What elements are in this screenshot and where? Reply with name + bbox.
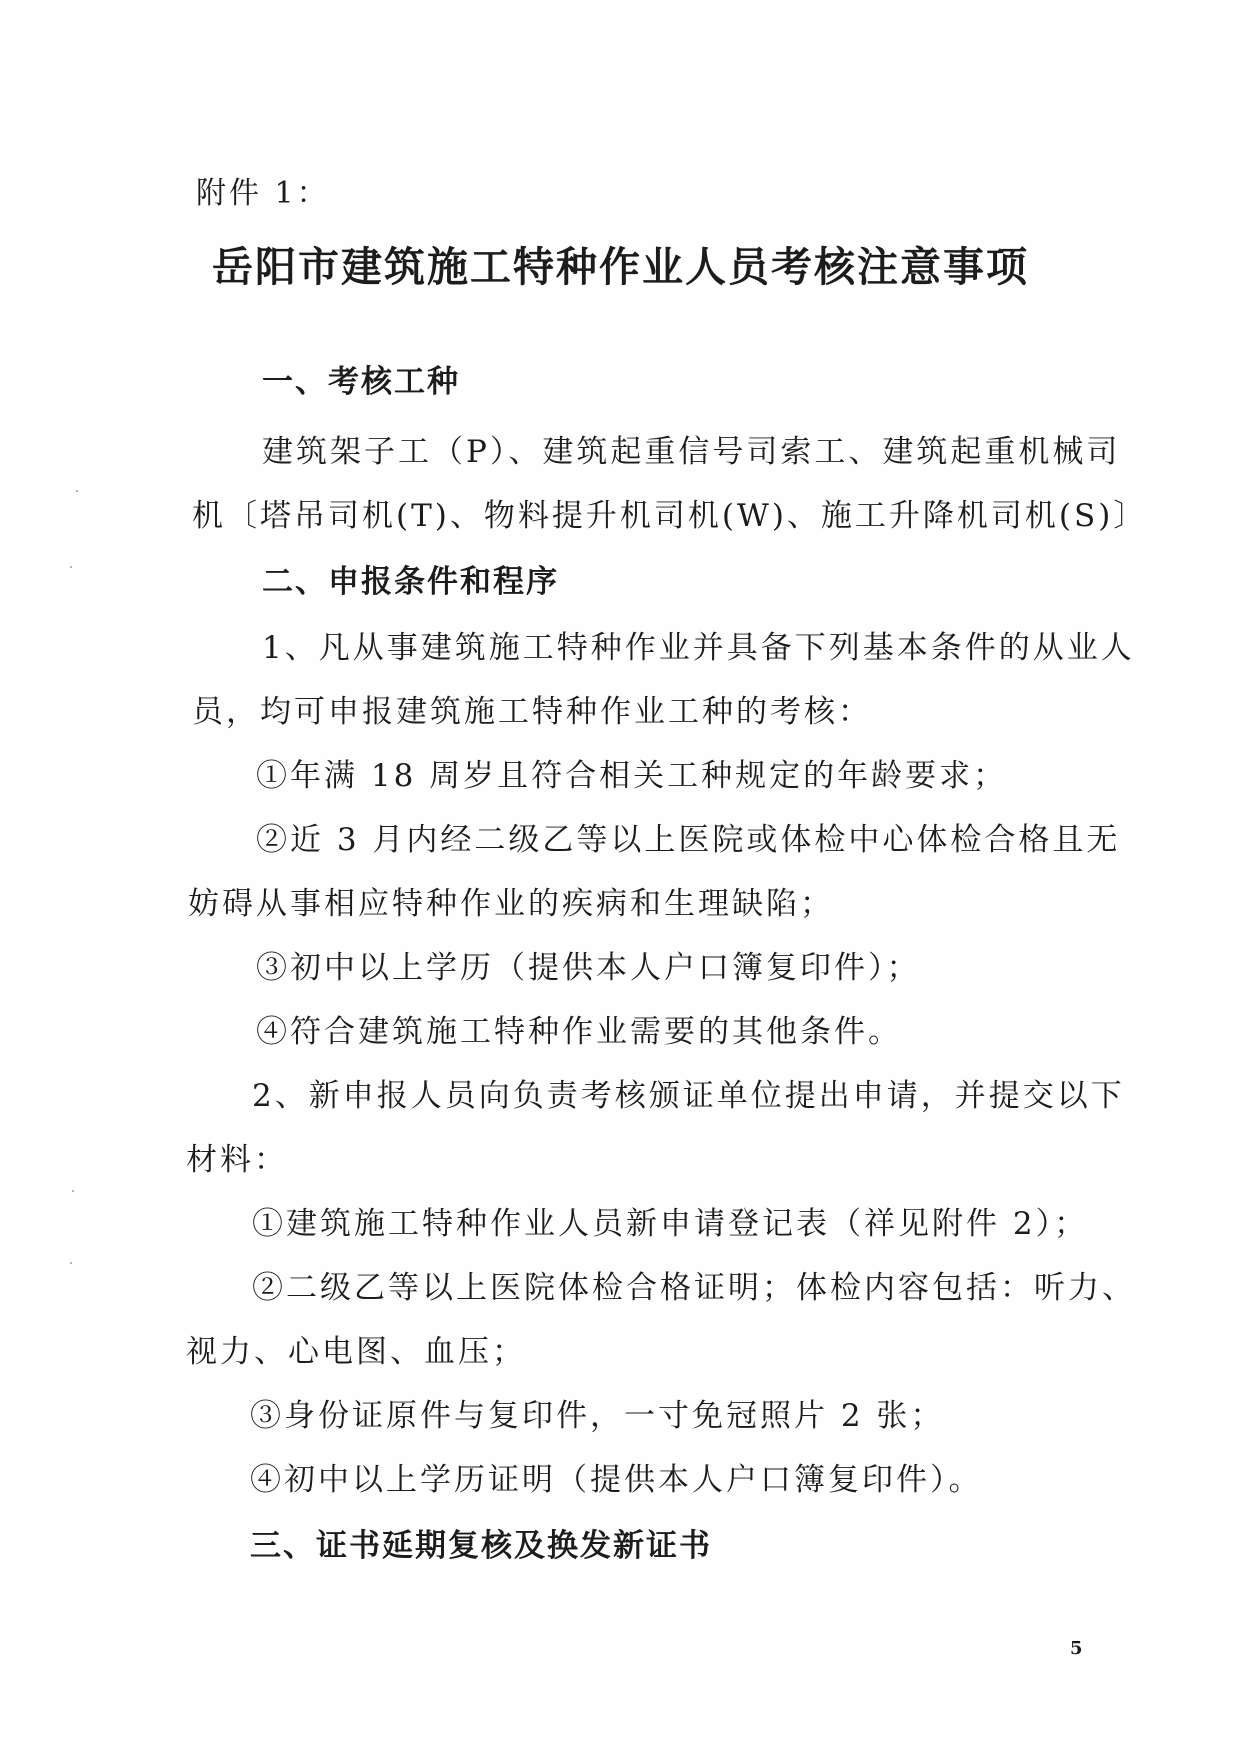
section2-item1-line2: 员，均可申报建筑施工特种作业工种的考核：: [192, 694, 872, 730]
material-2-line1: ②二级乙等以上医院体检合格证明；体检内容包括：听力、: [252, 1270, 1136, 1306]
scan-speck: [70, 566, 72, 568]
section1-heading: 一、考核工种: [262, 364, 460, 400]
condition-2-line2: 妨碍从事相应特种作业的疾病和生理缺陷；: [188, 886, 834, 922]
section2-item2-line1: 2、新申报人员向负责考核颁证单位提出申请，并提交以下: [252, 1078, 1125, 1114]
material-3: ③身份证原件与复印件，一寸免冠照片 2 张；: [250, 1398, 945, 1434]
page-number: 5: [1070, 1638, 1083, 1659]
attachment-label: 附件 1：: [196, 176, 330, 211]
section3-heading: 三、证书延期复核及换发新证书: [250, 1528, 712, 1564]
scan-speck: [70, 1262, 72, 1264]
section1-line1: 建筑架子工（P）、建筑起重信号司索工、建筑起重机械司: [262, 434, 1121, 470]
section2-item2-line2: 材料：: [186, 1142, 288, 1178]
material-2-line2: 视力、心电图、血压；: [186, 1334, 526, 1370]
section2-heading: 二、申报条件和程序: [262, 564, 559, 600]
material-1: ①建筑施工特种作业人员新申请登记表（祥见附件 2）；: [252, 1206, 1089, 1242]
condition-1: ①年满 18 周岁且符合相关工种规定的年龄要求；: [256, 758, 1008, 794]
material-4: ④初中以上学历证明（提供本人户口簿复印件）。: [250, 1462, 983, 1498]
condition-3: ③初中以上学历（提供本人户口簿复印件）；: [256, 950, 921, 986]
scan-speck: [76, 490, 78, 492]
document-title: 岳阳市建筑施工特种作业人员考核注意事项: [212, 243, 1029, 291]
section1-line2: 机〔塔吊司机(T)、物料提升机司机(W)、施工升降机司机(S)〕: [192, 498, 1148, 534]
condition-2-line1: ②近 3 月内经二级乙等以上医院或体检中心体检合格且无: [256, 822, 1121, 858]
scan-speck: [72, 1190, 74, 1192]
section2-item1-line1: 1、凡从事建筑施工特种作业并具备下列基本条件的从业人: [262, 630, 1135, 666]
condition-4: ④符合建筑施工特种作业需要的其他条件。: [256, 1014, 902, 1050]
